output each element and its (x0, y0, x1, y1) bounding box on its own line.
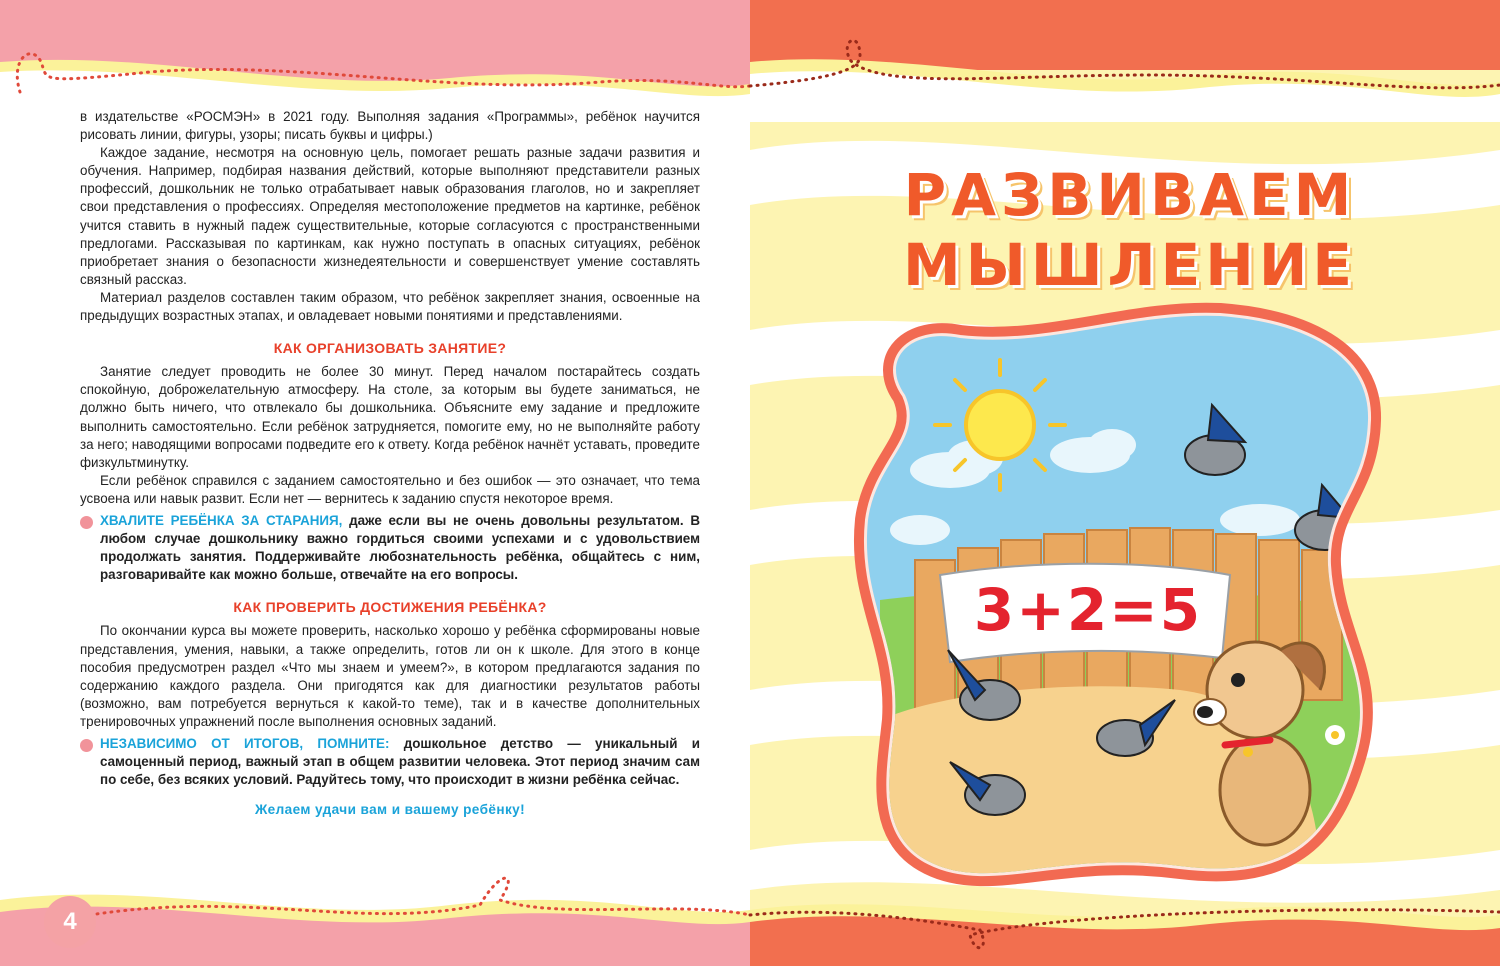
praise-note-text: даже если вы не очень довольны результатом. В любом случае дошкольнику важно гордиться своими успехами и с удовольствием продолжать занятия. Поддерживайте любознательность ребёнка, общайтесь с ним, разговаривайте как можно больше, отвечайте на его вопросы. (100, 512, 700, 583)
paragraph: Каждое задание, несмотря на основную цель, помогает решать разные задачи развития и обучения. Например, подбирая названия действий, которые выполняют представители разных профессий, дошкольник не только отрабатывает навык образования глаголов, но и закрепляет свои представления о профессиях. Определяя местоположение предметов на картинке, ребёнок учится ставить в нужный падеж существительные, которые согласуются с пространственными предлогами. Рассказывая по картинкам, как нужно поступать в опасных ситуациях, ребёнок приобретает знания о безопасности жизнедеятельности и совершенствует умение составлять связный рассказ. (80, 145, 700, 287)
remember-note-text: дошкольное детство — уникальный и самоценный период, важный этап в общем развитии человека. Этот период значим сам по себе, без всяких условий. Радуйтесь тому, что происходит в жизни ребёнка сейчас. (100, 736, 700, 788)
paragraph: Материал разделов составлен таким образом, что ребёнок закрепляет знания, освоенные на предыдущих возрастных этапах, и овладевает новыми понятиями и представлениями. (80, 289, 700, 324)
bullet-dot-icon (80, 739, 93, 752)
section-heading-organize: КАК ОРГАНИЗОВАТЬ ЗАНЯТИЕ? (273, 340, 507, 357)
left-page-text (80, 108, 700, 819)
remember-note-lead: НЕЗАВИСИМО ОТ ИТОГОВ, ПОМНИТЕ: (100, 736, 390, 751)
page-number: 4 (44, 896, 96, 948)
right-top-band (750, 0, 1500, 70)
praise-note (80, 512, 700, 584)
section-title-line-1: РАЗВИВАЕМ (903, 161, 1357, 229)
section-title (900, 160, 1360, 300)
paragraph: По окончании курса вы можете проверить, насколько хорошо у ребёнка сформированы новые представления, умения, навыки, а также определить, готов ли он к школе. Для этого в конце пособия предусмотрен раздел «Что мы знаем и умеем?», в котором предлагаются задания по содержанию каждого раздела. Они пригодятся как для диагностики результатов работы (возможно, вам потребуется вернуться к какой-то теме), так и в качестве дополнительных тренировочных упражнений после выполнения основных заданий. (80, 623, 700, 729)
bullet-dot-icon (80, 516, 93, 529)
section-title-line-2: МЫШЛЕНИЕ (903, 231, 1357, 299)
praise-note-lead: ХВАЛИТЕ РЕБЁНКА ЗА СТАРАНИЯ, (100, 512, 343, 528)
remember-note (80, 735, 700, 789)
closing-wish: Желаем удачи вам и вашему ребёнку! (254, 802, 526, 818)
paragraph: Занятие следует проводить не более 30 минут. Перед началом постарайтесь создать спокойную, доброжелательную атмосферу. На столе, за которым вы будете заниматься, не должно быть ничего, что отвлекало бы дошкольника. Объясните ему задание и предложите выполнить самостоятельно. Если ребёнок затрудняется, помогите ему, но не выполняйте работу за него; наводящими вопросами подведите его к ответу. Когда ребёнок начнёт уставать, проведите физкультминутку. (80, 364, 700, 470)
equation-text: 3+2=5 (973, 576, 1203, 644)
paragraph: Если ребёнок справился с заданием самостоятельно и без ошибок — это означает, что тема усвоена или навык развит. Если нет — вернитесь к заданию спустя некоторое время. (80, 472, 700, 506)
section-heading-check: КАК ПРОВЕРИТЬ ДОСТИЖЕНИЯ РЕБЁНКА? (233, 599, 547, 616)
intro-tail-paragraph: в издательстве «РОСМЭН» в 2021 году. Выполняя задания «Программы», ребёнок научится рисовать линии, фигуры, узоры; писать буквы и цифры.) (80, 109, 700, 143)
